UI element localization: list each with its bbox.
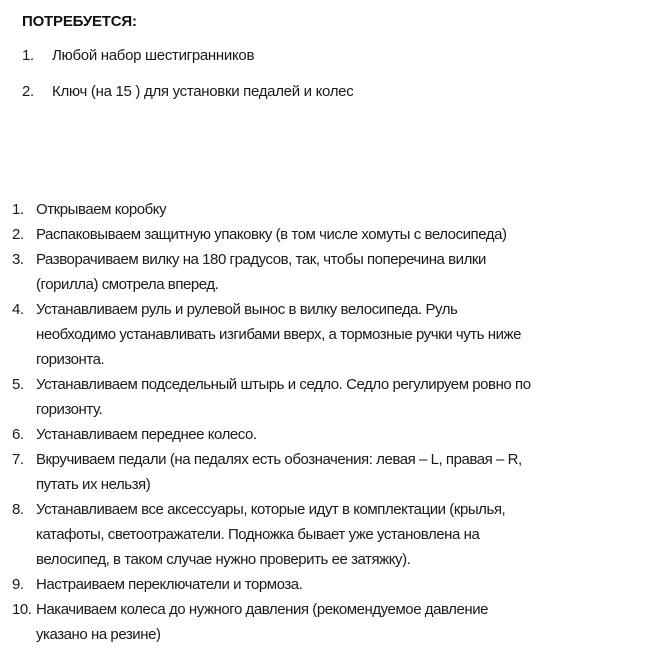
step-line: Разворачиваем вилку на 180 градусов, так, чтобы поперечина вилки bbox=[36, 251, 486, 268]
step-line: Накачиваем колеса до нужного давления (рекомендуемое давление bbox=[36, 601, 489, 618]
step-text bbox=[36, 222, 531, 247]
step-text bbox=[36, 372, 531, 422]
step-item bbox=[12, 222, 531, 247]
step-text bbox=[36, 422, 531, 447]
step-text bbox=[36, 297, 531, 372]
step-item bbox=[12, 447, 531, 497]
step-line: горизонта. bbox=[36, 351, 105, 368]
step-number: 7. bbox=[12, 451, 24, 468]
step-item bbox=[12, 372, 531, 422]
step-number: 10. bbox=[12, 601, 32, 618]
step-number: 4. bbox=[12, 301, 24, 318]
step-line: Распаковываем защитную упаковку (в том числе хомуты с велосипеда) bbox=[36, 226, 507, 243]
step-text bbox=[36, 597, 531, 647]
step-number: 2. bbox=[12, 226, 24, 243]
step-text bbox=[36, 497, 531, 572]
step-text bbox=[36, 247, 531, 297]
requirement-text: Любой набор шестигранников bbox=[52, 47, 255, 64]
step-number: 5. bbox=[12, 376, 24, 393]
step-line: Вкручиваем педали (на педалях есть обозначения: левая – L, правая – R, bbox=[36, 451, 522, 468]
step-line: Настраиваем переключатели и тормоза. bbox=[36, 576, 303, 593]
step-line: (горилла) смотрела вперед. bbox=[36, 276, 219, 293]
requirement-text: Ключ (на 15 ) для установки педалей и колес bbox=[52, 83, 354, 100]
step-number: 8. bbox=[12, 501, 24, 518]
step-line: катафоты, светоотражатели. Подножка бывает уже установлена на bbox=[36, 526, 480, 543]
step-line: Устанавливаем подседельный штырь и седло. Седло регулируем ровно по bbox=[36, 376, 531, 393]
step-text bbox=[36, 447, 531, 497]
step-number: 9. bbox=[12, 576, 24, 593]
step-line: Открываем коробку bbox=[36, 201, 167, 218]
step-number: 3. bbox=[12, 251, 24, 268]
step-text bbox=[36, 197, 531, 222]
step-item bbox=[12, 197, 531, 222]
step-line: Устанавливаем переднее колесо. bbox=[36, 426, 257, 443]
step-line: Устанавливаем все аксессуары, которые идут в комплектации (крылья, bbox=[36, 501, 506, 518]
step-line: Устанавливаем руль и рулевой вынос в вилку велосипеда. Руль bbox=[36, 301, 458, 318]
step-item bbox=[12, 572, 531, 597]
step-line: велосипед, в таком случае нужно проверить ее затяжку). bbox=[36, 551, 411, 568]
assembly-steps-list bbox=[12, 197, 531, 647]
requirements-heading: ПОТРЕБУЕТСЯ: bbox=[22, 13, 137, 30]
step-item bbox=[12, 422, 531, 447]
step-number: 6. bbox=[12, 426, 24, 443]
step-item bbox=[12, 497, 531, 572]
step-line: необходимо устанавливать изгибами вверх, а тормозные ручки чуть ниже bbox=[36, 326, 521, 343]
step-line: горизонту. bbox=[36, 401, 103, 418]
step-item bbox=[12, 247, 531, 297]
step-number: 1. bbox=[12, 201, 24, 218]
requirement-number: 1. bbox=[22, 47, 34, 64]
step-line: указано на резине) bbox=[36, 626, 161, 643]
step-item bbox=[12, 297, 531, 372]
step-text bbox=[36, 572, 531, 597]
requirement-number: 2. bbox=[22, 83, 34, 100]
step-item bbox=[12, 597, 531, 647]
step-line: путать их нельзя) bbox=[36, 476, 151, 493]
